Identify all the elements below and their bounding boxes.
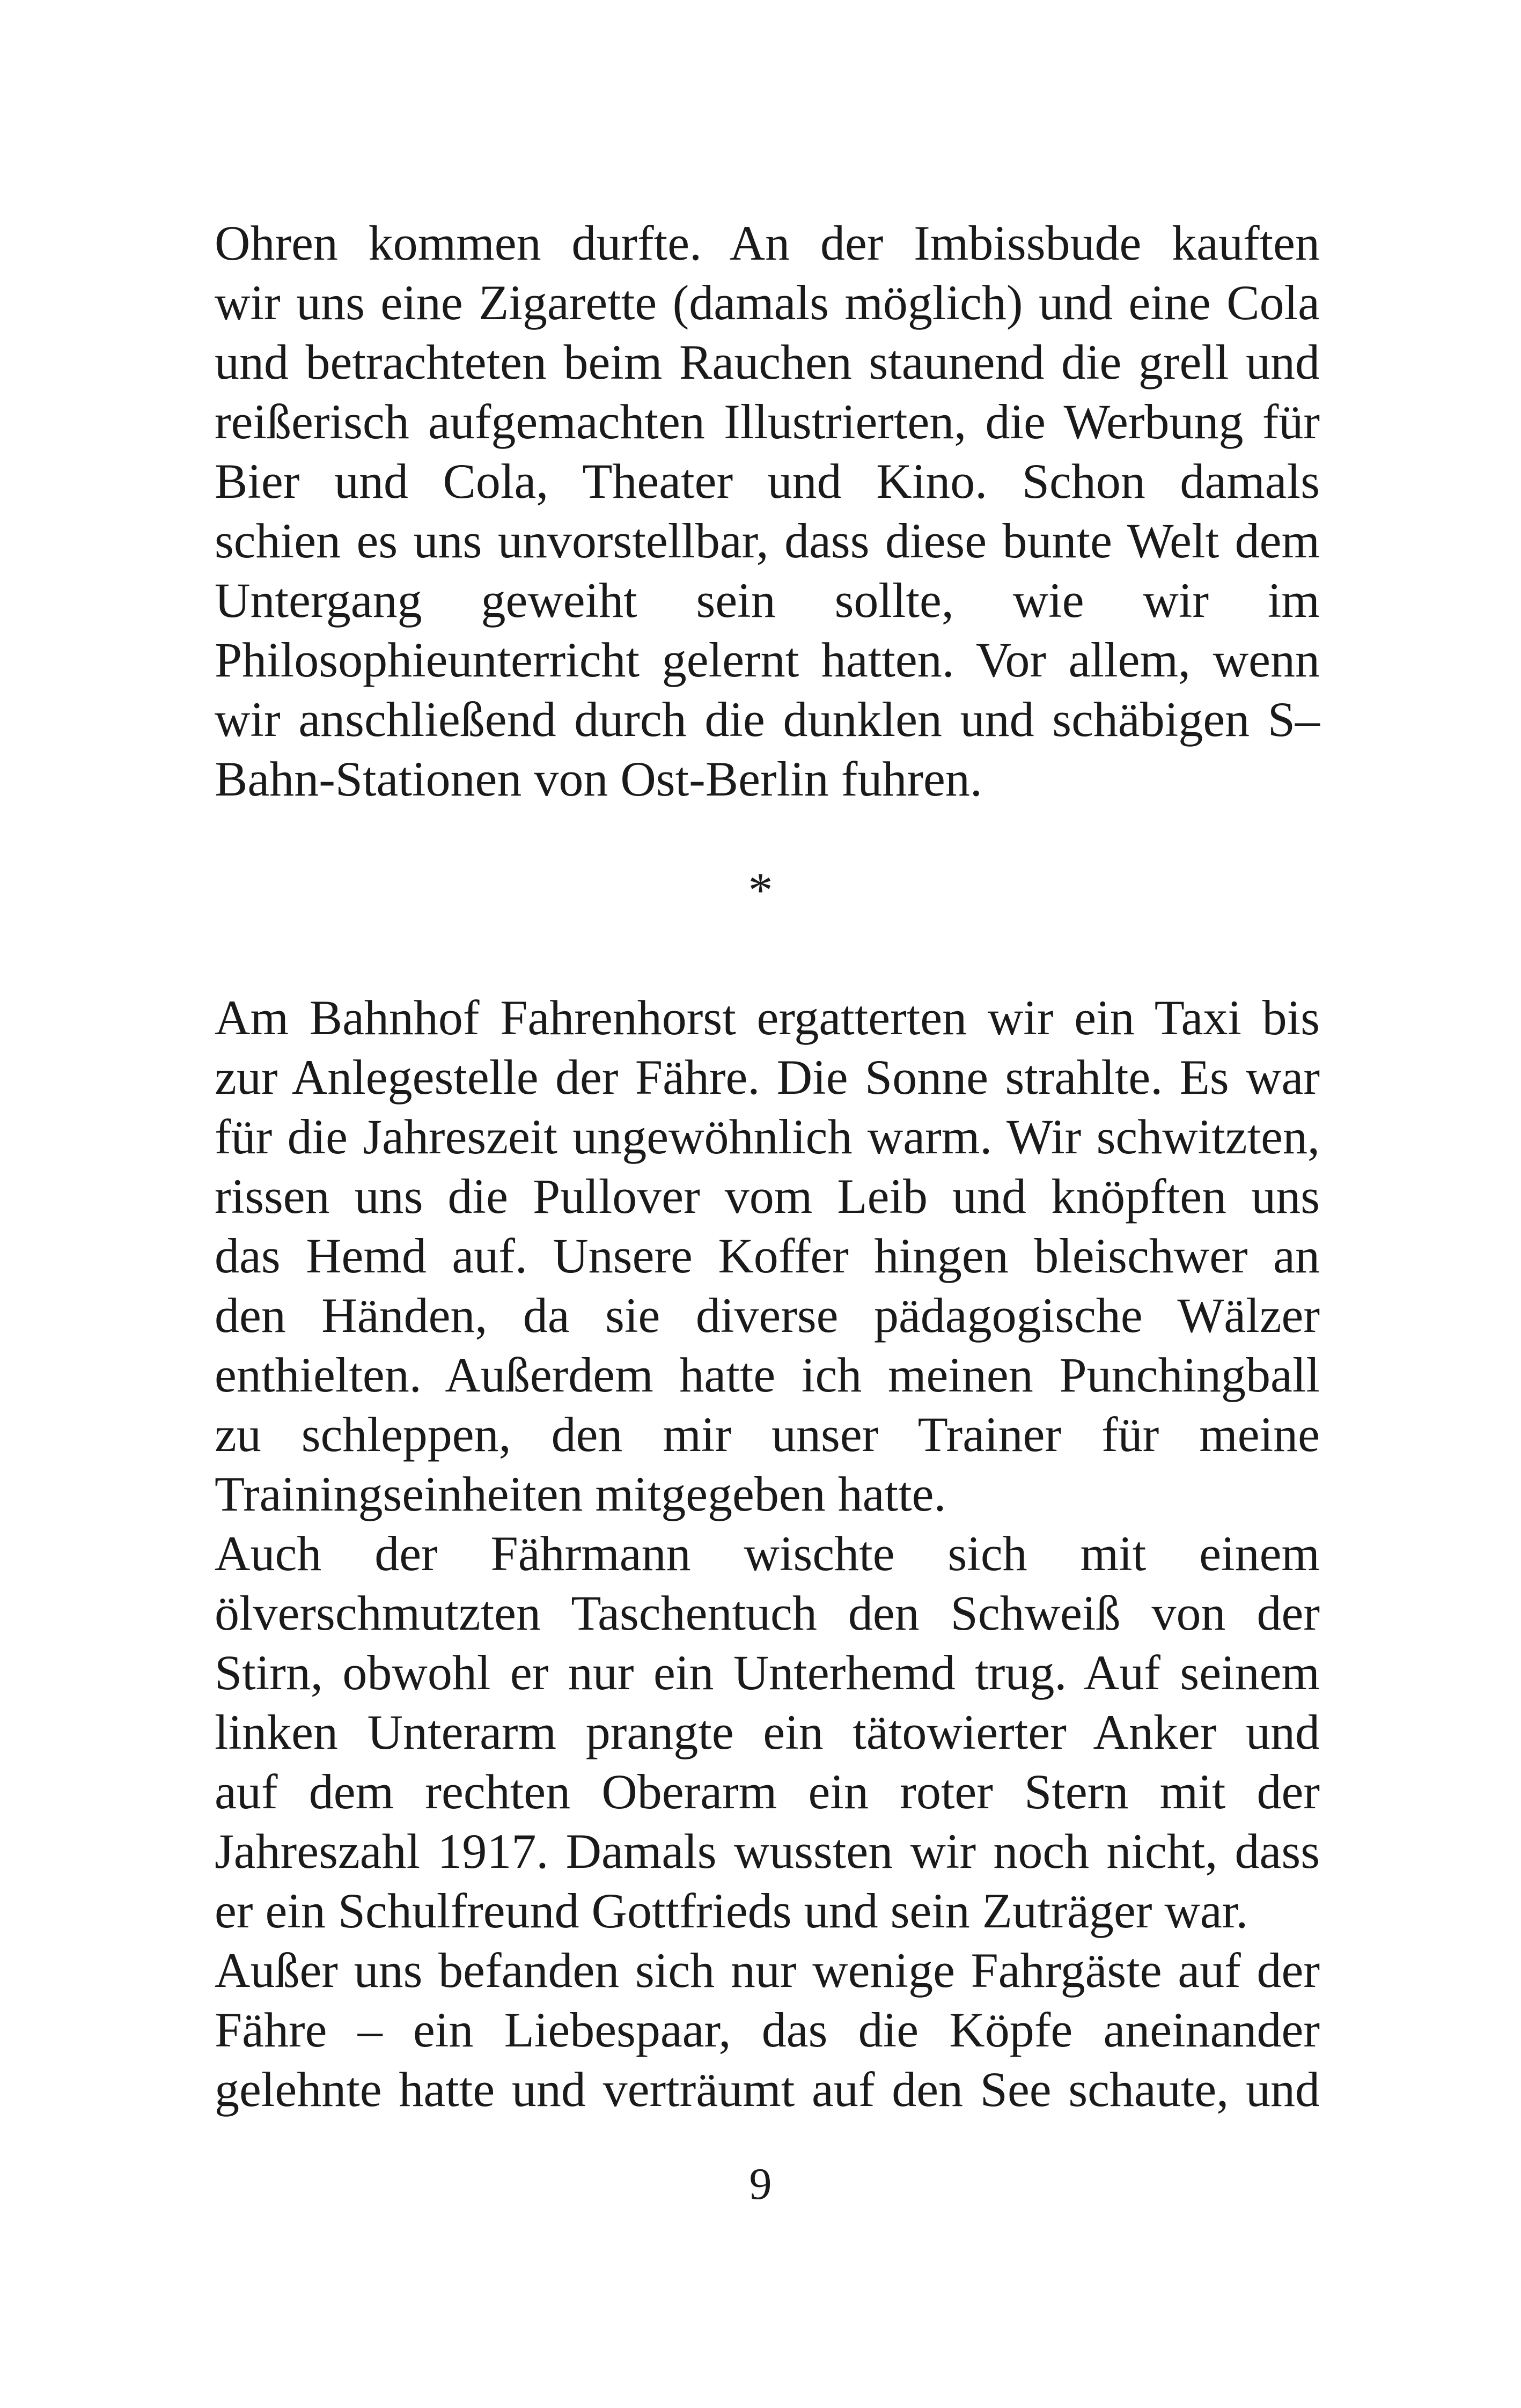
paragraph-block-1 — [215, 213, 1320, 809]
text-line: rissen uns die Pullover vom Leib und knöpften uns — [215, 1169, 1320, 1224]
text-line: auf dem rechten Oberarm ein roter Stern mit der — [215, 1764, 1320, 1819]
text-line: den Händen, da sie diverse pädagogische Wälzer — [215, 1288, 1320, 1343]
text-line: Stirn, obwohl er nur ein Unterhemd trug. Auf seinem — [215, 1645, 1320, 1700]
text-line: Trainingseinheiten mitgegeben hatte. — [215, 1467, 946, 1521]
paragraph-block-2 — [215, 988, 1320, 2119]
page-number: 9 — [749, 2159, 772, 2209]
text-line: Jahreszahl 1917. Damals wussten wir noch nicht, dass — [215, 1824, 1320, 1879]
text-line: er ein Schulfreund Gottfrieds und sein Zuträger war. — [215, 1883, 1248, 1938]
section-separator: * — [748, 863, 773, 917]
text-line: Untergang geweiht sein sollte, wie wir im — [215, 573, 1320, 628]
text-line: zur Anlegestelle der Fähre. Die Sonne strahlte. Es war — [215, 1050, 1320, 1104]
text-line: linken Unterarm prangte ein tätowierter Anker und — [215, 1705, 1320, 1759]
text-line: wir anschließend durch die dunklen und schäbigen S– — [215, 692, 1320, 747]
text-line: für die Jahreszeit ungewöhnlich warm. Wir schwitzten, — [215, 1109, 1320, 1164]
text-line: Fähre – ein Liebespaar, das die Köpfe aneinander — [215, 2002, 1320, 2057]
text-line: Philosophieunterricht gelernt hatten. Vor allem, wenn — [215, 632, 1320, 687]
text-line: enthielten. Außerdem hatte ich meinen Punchingball — [215, 1347, 1320, 1402]
text-line: Bier und Cola, Theater und Kino. Schon damals — [215, 454, 1320, 509]
text-line: gelehnte hatte und verträumt auf den See schaute, und — [215, 2062, 1320, 2117]
text-line: Ohren kommen durfte. An der Imbissbude kauften — [215, 216, 1320, 270]
text-line: reißerisch aufgemachten Illustrierten, die Werbung für — [215, 394, 1320, 449]
text-line: zu schleppen, den mir unser Trainer für meine — [215, 1407, 1320, 1462]
text-line: Bahn-Stationen von Ost-Berlin fuhren. — [215, 752, 982, 806]
text-line: schien es uns unvorstellbar, dass diese bunte Welt dem — [215, 513, 1320, 568]
text-line: wir uns eine Zigarette (damals möglich) und eine Cola — [215, 275, 1320, 330]
text-line: und betrachteten beim Rauchen staunend die grell und — [215, 335, 1320, 389]
text-line: Außer uns befanden sich nur wenige Fahrgäste auf der — [215, 1943, 1320, 1998]
text-line: Auch der Fährmann wischte sich mit einem — [215, 1526, 1320, 1581]
text-line: ölverschmutzten Taschentuch den Schweiß von der — [215, 1586, 1320, 1640]
text-line: Am Bahnhof Fahrenhorst ergatterten wir ein Taxi bis — [215, 990, 1320, 1045]
text-line: das Hemd auf. Unsere Koffer hingen bleischwer an — [215, 1228, 1320, 1283]
